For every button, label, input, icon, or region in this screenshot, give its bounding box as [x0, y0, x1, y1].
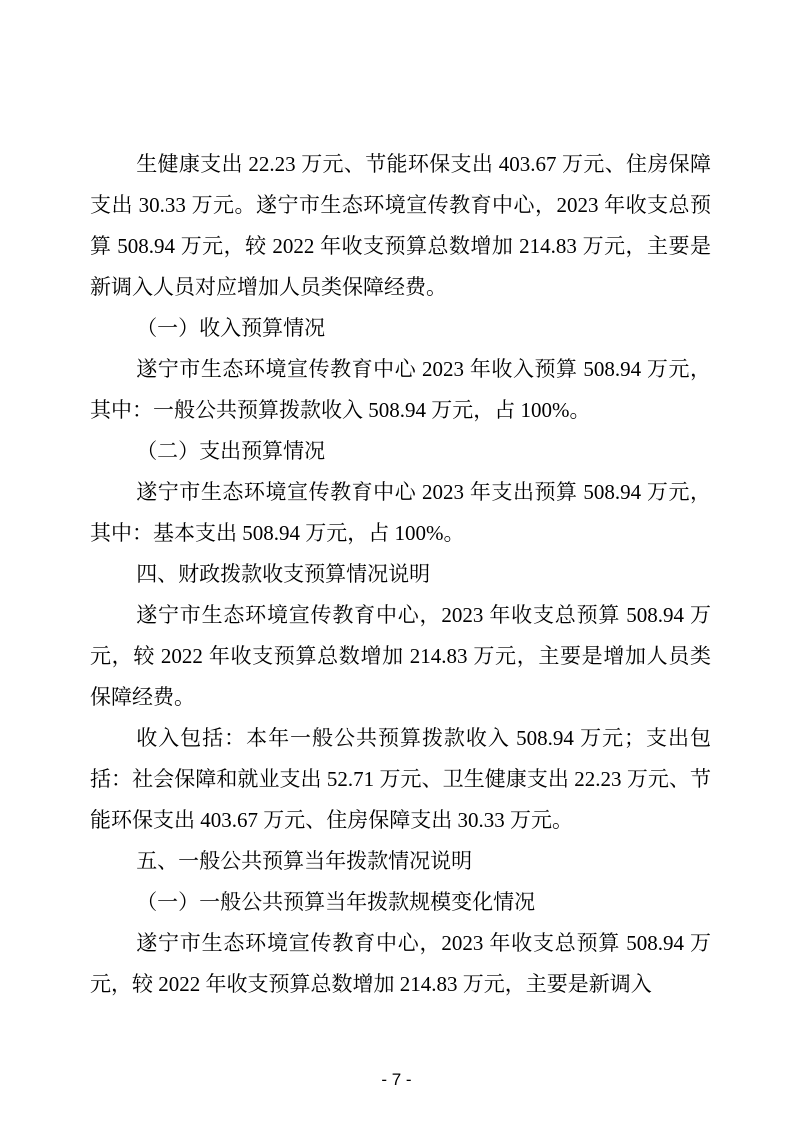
paragraph-expenditure-overview-continued: 生健康支出 22.23 万元、节能环保支出 403.67 万元、住房保障支出 30.33 万元。遂宁市生态环境宣传教育中心，2023 年收支总预算 508.94 万元，较 2022 年收支预算总数增加 214.83 万元，主要是新调入人员对应增加人员类保障经费。	[90, 152, 711, 299]
paragraph-expenditure-budget: 遂宁市生态环境宣传教育中心 2023 年支出预算 508.94 万元，其中：基本支出 508.94 万元，占 100%。	[90, 480, 711, 545]
heading-appropriation-scale-change: （一）一般公共预算当年拨款规模变化情况	[136, 890, 536, 914]
heading-section-five-general-public-budget: 五、一般公共预算当年拨款情况说明	[136, 850, 473, 873]
heading-section-four-fiscal-appropriation: 四、财政拨款收支预算情况说明	[136, 563, 431, 586]
paragraph-fiscal-appropriation-total: 遂宁市生态环境宣传教育中心，2023 年收支总预算 508.94 万元，较 2022 年收支预算总数增加 214.83 万元，主要是增加人员类保障经费。	[90, 603, 711, 709]
paragraph-appropriation-scale-change: 遂宁市生态环境宣传教育中心，2023 年收支总预算 508.94 万元，较 2022 年收支预算总数增加 214.83 万元，主要是新调入	[90, 931, 711, 996]
page-content	[90, 144, 711, 1005]
page-number: - 7 -	[381, 1070, 412, 1089]
heading-income-budget: （一）收入预算情况	[136, 316, 326, 340]
paragraph-income-budget: 遂宁市生态环境宣传教育中心 2023 年收入预算 508.94 万元，其中：一般公共预算拨款收入 508.94 万元，占 100%。	[90, 357, 711, 422]
heading-expenditure-budget: （二）支出预算情况	[136, 439, 326, 463]
paragraph-fiscal-income-expenditure-detail: 收入包括：本年一般公共预算拨款收入 508.94 万元；支出包括：社会保障和就业支出 52.71 万元、卫生健康支出 22.23 万元、节能环保支出 403.67 万元、住房保障支出 30.33 万元。	[90, 726, 711, 832]
